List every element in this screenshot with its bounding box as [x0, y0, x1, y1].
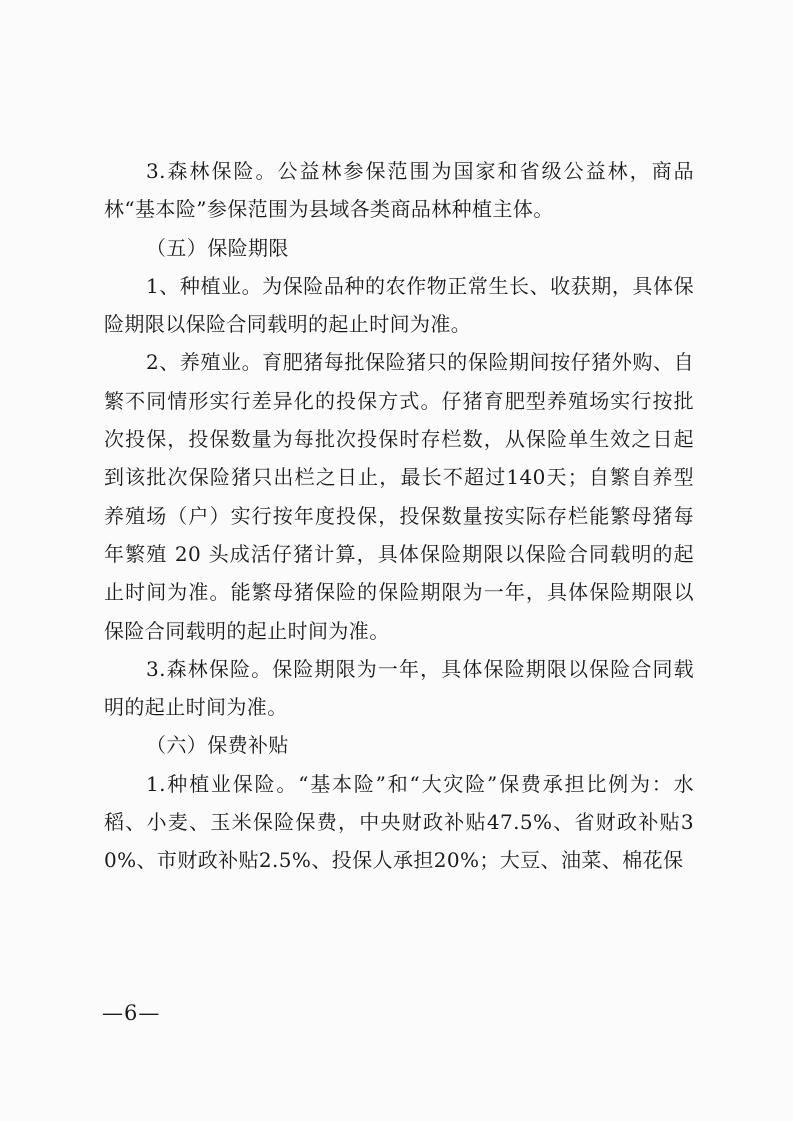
section-heading-insurance-period: （五）保险期限: [146, 235, 289, 260]
paragraph-planting-period: 1、种植业。为保险品种的农作物正常生长、收获期，具体保险期限以保险合同载明的起止时间为准。: [104, 273, 694, 337]
document-body: [104, 152, 694, 880]
paragraph-forest-insurance-scope: 3.森林保险。公益林参保范围为国家和省级公益林，商品林“基本险”参保范围为县域各类商品林种植主体。: [104, 159, 694, 222]
section-heading-premium-subsidy: （六）保费补贴: [146, 733, 289, 758]
paragraph-planting-subsidy: 1.种植业保险。“基本险”和“大灾险”保费承担比例为：水稻、小麦、玉米保险保费，中央财政补贴47.5%、省财政补贴30%、市财政补贴2.5%、投保人承担20%；大豆、油菜、棉花保: [104, 771, 694, 873]
paragraph-forest-period: 3.森林保险。保险期限为一年，具体保险期限以保险合同载明的起止时间为准。: [104, 656, 694, 720]
paragraph-breeding-period: 2、养殖业。育肥猪每批保险猪只的保险期间按仔猪外购、自繁不同情形实行差异化的投保方式。仔猪育肥型养殖场实行按批次投保，投保数量为每批次投保时存栏数，从保险单生效之日起到该批次保险猪只出栏之日止，最长不超过140天；自繁自养型养殖场（户）实行按年度投保，投保数量按实际存栏能繁母猪每年繁殖 20 头成活仔猪计算，具体保险期限以保险合同载明的起止时间为准。能繁母猪保险的保险期限为一年，具体保险期限以保险合同载明的起止时间为准。: [104, 350, 694, 643]
page-number: —6—: [102, 1001, 161, 1025]
